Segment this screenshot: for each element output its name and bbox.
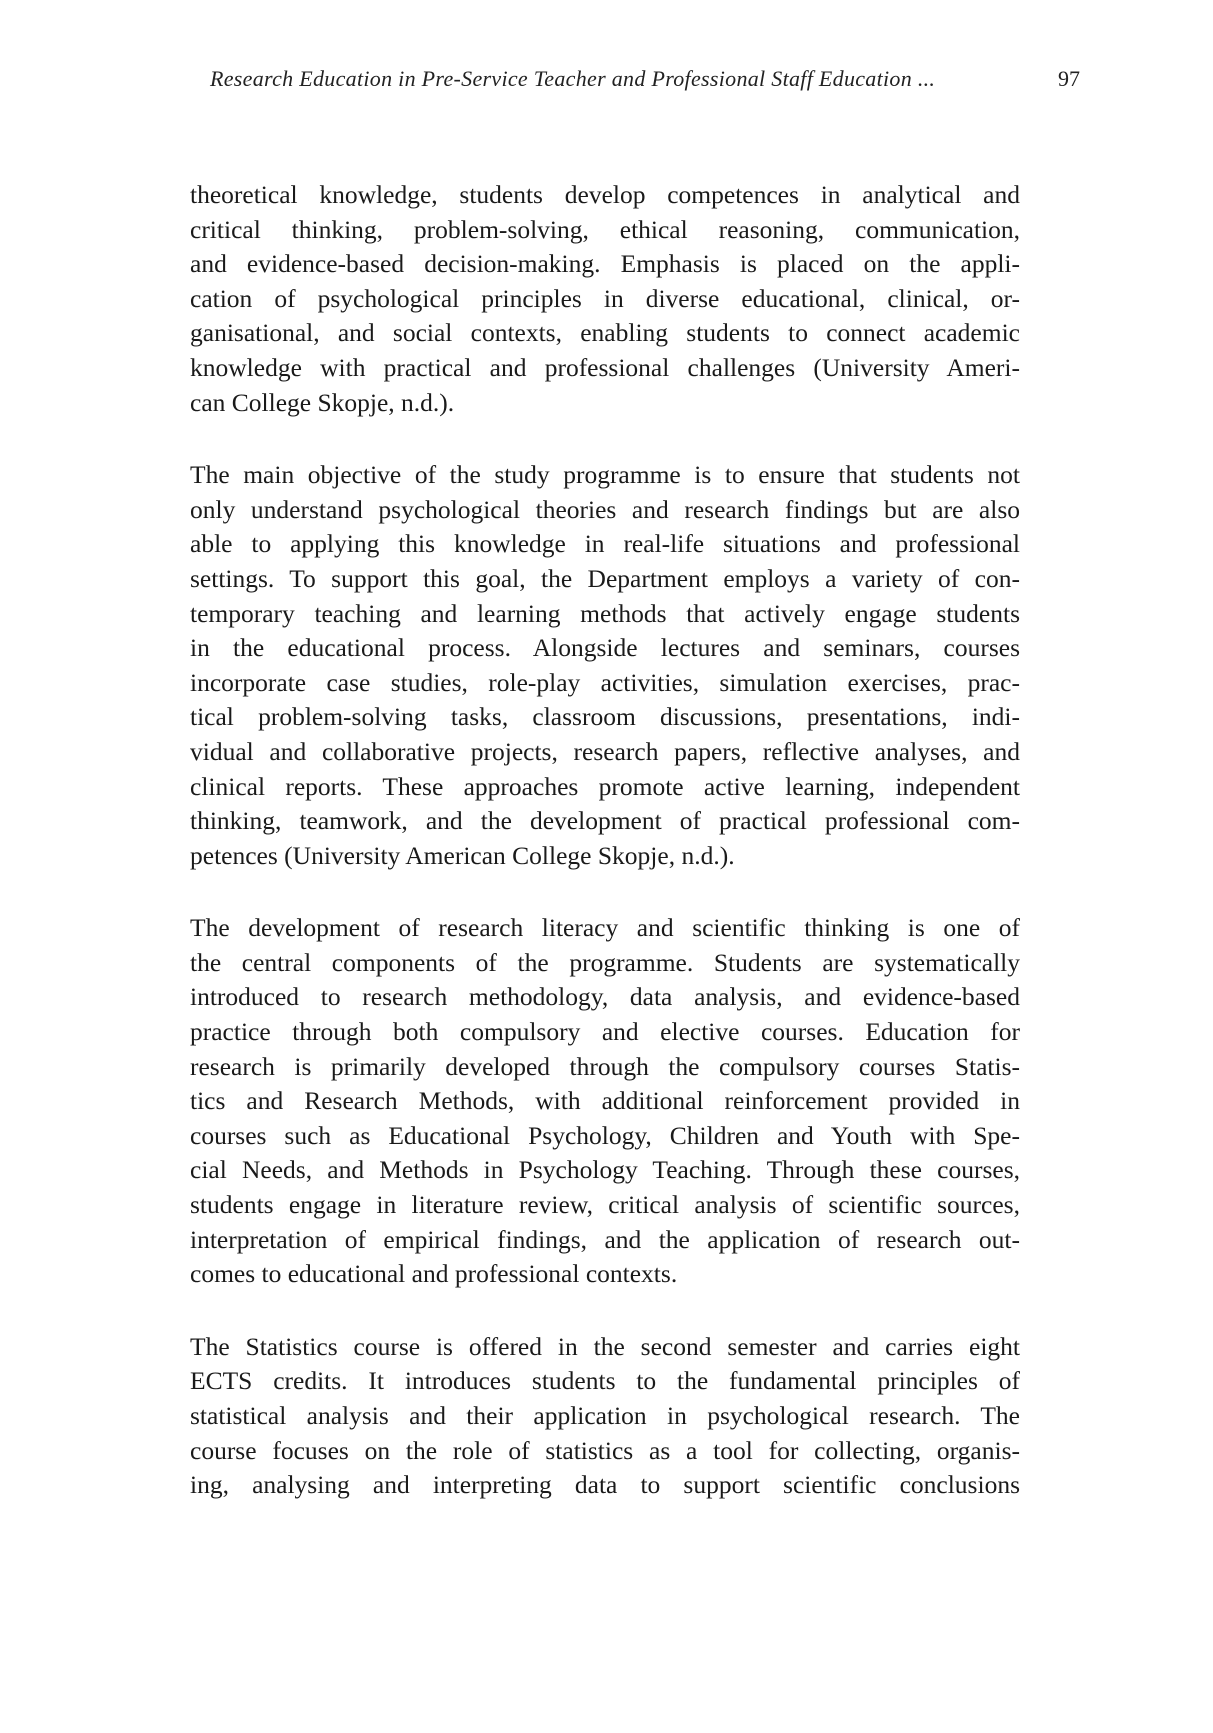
text-line: research is primarily developed through the compulsory courses Statis-: [190, 1051, 1020, 1081]
text-line: ganisational, and social contexts, enabling students to connect academic: [190, 318, 1020, 348]
text-line: introduced to research methodology, data analysis, and evidence-based: [190, 982, 1020, 1012]
text-line: tical problem-solving tasks, classroom discussions, presentations, indi-: [190, 702, 1020, 732]
text-line: vidual and collaborative projects, research papers, reflective analyses, and: [190, 736, 1020, 766]
body-text: [190, 178, 1020, 1541]
text-line: petences (University American College Skopje, n.d.).: [190, 840, 735, 870]
text-line: ing, analysing and interpreting data to support scientific conclusions: [190, 1470, 1020, 1500]
running-header-title: Research Education in Pre-Service Teacher and Professional Staff Education ...: [210, 66, 936, 91]
text-line: The main objective of the study programme is to ensure that students not: [190, 460, 1020, 490]
text-line: cation of psychological principles in diverse educational, clinical, or-: [190, 283, 1020, 313]
text-line: critical thinking, problem-solving, ethical reasoning, communication,: [190, 214, 1020, 244]
text-line: incorporate case studies, role-play activities, simulation exercises, prac-: [190, 667, 1020, 697]
text-line: ECTS credits. It introduces students to the fundamental principles of: [190, 1366, 1020, 1396]
text-line: in the educational process. Alongside lectures and seminars, courses: [190, 633, 1020, 663]
paragraph: [190, 1330, 1020, 1503]
text-line: thinking, teamwork, and the development of practical professional com-: [190, 806, 1020, 836]
text-line: temporary teaching and learning methods that actively engage students: [190, 598, 1020, 628]
page-number: 97: [1058, 66, 1080, 91]
text-line: only understand psychological theories and research findings but are also: [190, 494, 1020, 524]
text-line: comes to educational and professional contexts.: [190, 1259, 678, 1289]
text-line: The development of research literacy and scientific thinking is one of: [190, 913, 1020, 943]
text-line: able to applying this knowledge in real-life situations and professional: [190, 529, 1020, 559]
text-line: theoretical knowledge, students develop competences in analytical and: [190, 180, 1020, 209]
text-line: tics and Research Methods, with additional reinforcement provided in: [190, 1086, 1020, 1116]
text-line: students engage in literature review, critical analysis of scientific sources,: [190, 1190, 1020, 1220]
paragraph: [190, 458, 1020, 873]
text-line: courses such as Educational Psychology, Children and Youth with Spe-: [190, 1120, 1020, 1150]
text-line: cial Needs, and Methods in Psychology Teaching. Through these courses,: [190, 1155, 1020, 1185]
text-line: knowledge with practical and professional challenges (University Ameri-: [190, 352, 1020, 382]
text-line: settings. To support this goal, the Department employs a variety of con-: [190, 563, 1020, 593]
text-line: The Statistics course is offered in the second semester and carries eight: [190, 1331, 1020, 1361]
paragraph: [190, 911, 1020, 1292]
text-line: interpretation of empirical findings, and the application of research out-: [190, 1224, 1020, 1254]
paragraph: [190, 178, 1020, 420]
text-line: practice through both compulsory and elective courses. Education for: [190, 1017, 1020, 1047]
text-line: can College Skopje, n.d.).: [190, 387, 455, 417]
text-line: course focuses on the role of statistics as a tool for collecting, organis-: [190, 1435, 1020, 1465]
running-header: [190, 66, 1090, 106]
text-line: statistical analysis and their application in psychological research. The: [190, 1401, 1020, 1430]
text-line: the central components of the programme. Students are systematically: [190, 947, 1020, 977]
text-line: and evidence-based decision-making. Emphasis is placed on the appli-: [190, 249, 1020, 279]
text-line: clinical reports. These approaches promote active learning, independent: [190, 771, 1020, 801]
